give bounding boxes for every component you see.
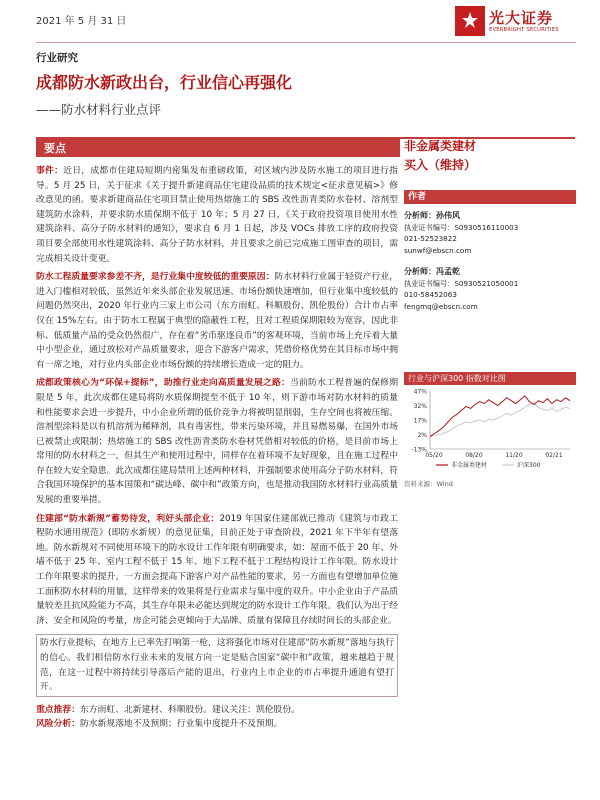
y-tick-label: 17%	[413, 417, 427, 425]
analyst-email[interactable]: sunwf@ebscn.com	[404, 245, 472, 255]
author-header: 作者	[404, 190, 576, 204]
x-tick-label: 05/20	[425, 452, 443, 459]
paragraph-policy	[36, 376, 398, 507]
analyst-name: 分析师：孙伟风	[404, 211, 460, 220]
sector-name: 非金属类建材	[404, 139, 477, 153]
analyst-name: 分析师：冯孟乾	[404, 267, 460, 276]
x-tick-label: 08/20	[465, 452, 483, 459]
author-section	[404, 190, 576, 312]
paragraph-lead: 事件：	[36, 166, 64, 176]
paragraph-text: 近日，成都市住建局短期内密集发布重磅政策，对区域内涉及防水施工的项目进行指导。5 月 25 日，关于征求《关于提升新建商品住宅建设品质的技术规定<征求意见稿>》修改意见的函。要求新建商品住宅项目禁止使用热熔施工的 SBS 改性沥青类防水卷材、溶剂型建筑防水涂料，并要求防水质保期不低于 10 年；5 月 27 日，《关于政府投资项目使用水性建筑涂料、高分子防水材料的通知》，要求自 6 月 1 日起，涉及 VOCs 排放工序的政府投资项目要全部使用水性建筑涂料、高分子防水材料，并且要求之前已完成施工图审查的项目，需完成相关设计变更。	[36, 166, 398, 264]
paragraph-quality	[36, 270, 398, 372]
logo-text-en: EVERBRIGHT SECURITIES	[489, 27, 559, 33]
paragraph-text: 2019 年国家住建部就已推动《建筑与市政工程防水通用规范》(即防水新规）的意见征集，目前正处于审查阶段，2021 年下半年有望落地。防水新规对不同使用环境下的防水设计工作年限有明确要求，如：屋面不低于 20 年、外墙不低于 25 年、室内工程不低于 15 年、地下工程不低于工程结构设计工作年限。防水设计工作年限要求的提升，一方面会提高下游客户对产品性能的要求，另一方面也有望增加单位施工面积防水材料的用量，这样带来的效果将是行业需求与集中度的双升。中小企业由于产品质量较差且抗风险能力不高，其生存年限未必能达到规定的防水设计工作年限。我们认为出于经济、安全和风险的考量，房企可能会更倾向于大品牌、质量有保障且存续时间长的头部企业。	[36, 513, 398, 626]
logo-text-cn: 光大证券	[489, 9, 554, 27]
series-line	[430, 404, 570, 437]
risk-text: 防水新规落地不及预期；行业集中度提升不及预期。	[80, 719, 283, 730]
y-tick-label: 47%	[413, 388, 427, 396]
y-tick-label: 32%	[413, 403, 427, 410]
analyst-phone: 021-52523822	[404, 234, 457, 243]
report-category: 行业研究	[36, 52, 78, 64]
paragraph-lead: 防水工程质量要求参差不齐，是行业集中度较低的重要原因：	[36, 272, 275, 283]
boxed-summary: 防水行业提标，在地方上已率先打响第一枪，这将强化市场对住建部“防水新规”落地与执行的信心。我们相信防水行业未来的发展方向一定是贴合国家“碳中和”政策，越来越趋于规范，在这一过程中将持续引导落后产能的退出，行业内上市企业的市占率提升通道有望打开。	[36, 634, 398, 696]
recommendation-line	[36, 703, 398, 718]
legend-label: 非金属类建材	[451, 462, 488, 469]
paragraph-lead: 住建部“防水新规”蓄势待发，利好头部企业：	[36, 513, 220, 524]
section-label: 要点	[44, 142, 66, 155]
index-comparison-chart	[404, 385, 576, 475]
report-date: 2021 年 5 月 31 日	[36, 16, 127, 27]
recommendation-text: 东方雨虹、北新建材、科顺股份。建议关注：凯伦股份。	[80, 704, 300, 715]
page-title: 成都防水新政出台，行业信心再强化	[36, 73, 293, 92]
company-logo	[455, 4, 575, 40]
analyst-phone: 010-58452063	[404, 290, 457, 299]
risk-lead: 风险分析：	[36, 719, 80, 730]
page-subtitle: ——防水材料行业点评	[36, 102, 162, 117]
main-body	[36, 164, 398, 732]
paragraph-lead: 成都政策核心为“环保+提标”，助推行业走向高质量发展之路：	[36, 378, 291, 389]
section-header-bar	[36, 137, 400, 157]
analyst-card	[404, 210, 576, 256]
paragraph-new-rule	[36, 512, 398, 629]
index-chart-section	[404, 372, 576, 488]
chart-title: 行业与沪深300 指数对比图	[404, 372, 576, 385]
y-tick-label: -13%	[411, 446, 427, 454]
x-tick-label: 02/21	[545, 452, 563, 459]
analyst-cert: 执业证书编号：S0930516110003	[404, 222, 519, 232]
x-tick-label: 11/20	[505, 452, 523, 459]
chart-source: 资料来源：Wind	[404, 480, 453, 488]
analyst-cert: 执业证书编号：S0930521050001	[404, 278, 519, 288]
legend-label: 沪深300	[517, 462, 541, 469]
rating: 买入（维持）	[404, 158, 477, 172]
y-tick-label: 2%	[417, 432, 427, 439]
analyst-email[interactable]: fengmq@ebscn.com	[404, 301, 478, 311]
paragraph-event	[36, 164, 398, 266]
analyst-card	[404, 266, 576, 312]
paragraph-text: 当前防水工程普遍的保修期限是 5 年，此次成都住建局将防水质保期提至不低于 10 年，则下游市场对防水材料的质量和性能要求会进一步提升，中小企业所谓的低价竞争力将被明显削弱，生存空间也将被压缩。溶剂型涂料是以有机溶剂为稀释剂，具有毒害性，带来污染环境，并且易燃易爆，在国外市场已被禁止或限制；热熔施工的 SBS 改性沥青类防水卷材凭借相对较低的价格，是目前市场上常用的防水材料之一，但其生产和使用过程中，同样存在着环境不友好现象，且在施工过程中存在较大安全隐患。此次成都住建局禁用上述两种材料，并强制要求使用高分子防水材料，符合我国环境保护的基本国策和“碳达峰、碳中和”政策方向，也是推动我国防水材料行业高质量发展的重要举措。	[36, 378, 398, 506]
paragraph-text: 防水材料行业属于轻资产行业，进入门槛相对较低，虽然近年来头部企业发展迅速、市场份额快速增加，但行业集中度较低的问题仍然突出，2020 年行业内三家上市公司（东方雨虹、科顺股份、凯伦股份）合计市占率仅在 15%左右。由于防水工程属于典型的隐蔽性工程，且对工程质保期限较为宽容，因此非标、低质量产品的受众仍然很广，存在着“劣币驱逐良币”的客观环境，当前市场上充斥着大量中小型企业，通过放松对产品质量要求，迎合下游客户需求，凭借价格优势在其目标市场中拥有一席之地，对行业内头部企业市场份额的持续增长造成一定的阻力。	[36, 272, 398, 370]
risk-line	[36, 717, 398, 732]
header-divider	[36, 42, 576, 43]
everbright-logo-icon	[455, 6, 485, 36]
recommendation-lead: 重点推荐：	[36, 704, 80, 715]
